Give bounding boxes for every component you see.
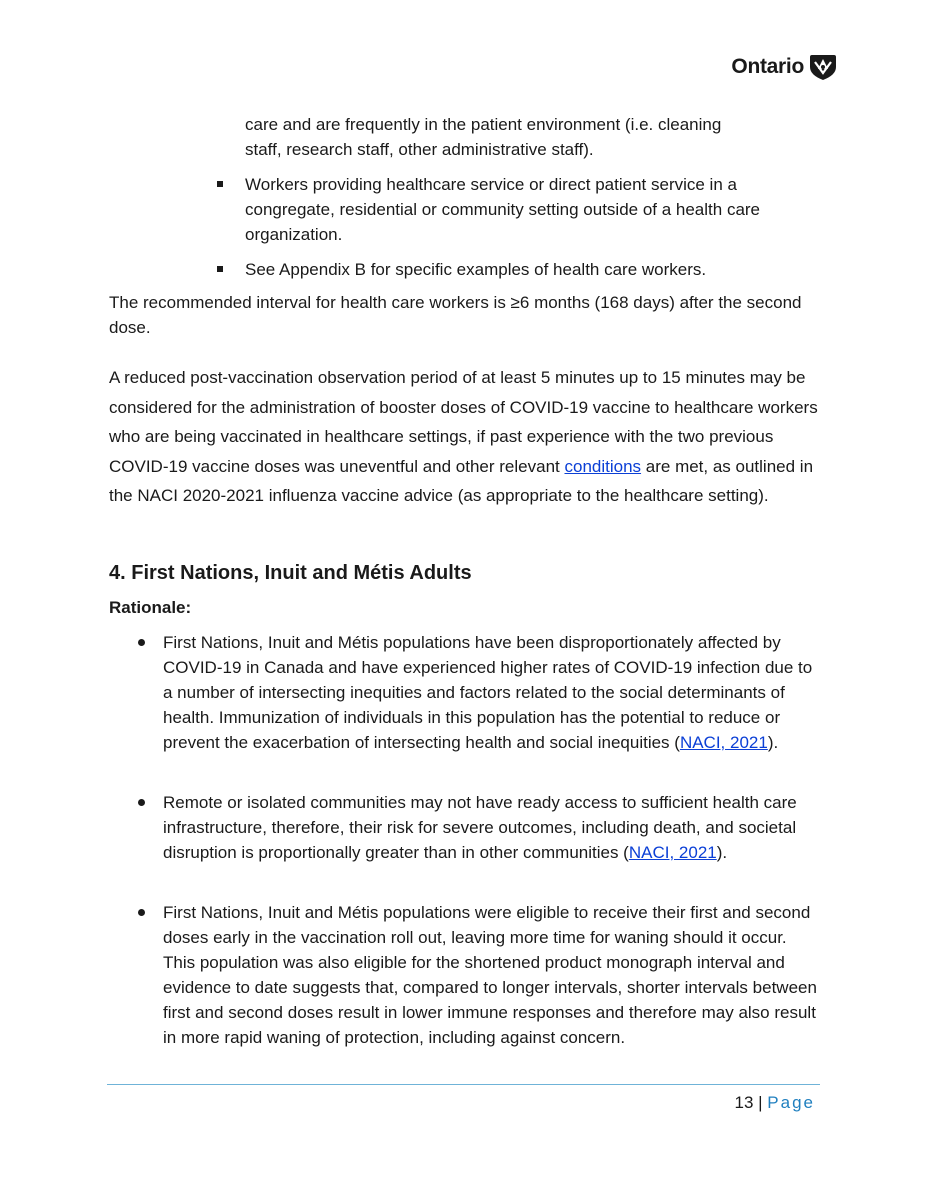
continued-line-2: staff, research staff, other administrative staff). xyxy=(245,140,594,159)
page-number xyxy=(734,1091,815,1115)
sub-bullet-item: Workers providing healthcare service or direct patient service in a congregate, residential or community setting outside of a health care organization. xyxy=(245,175,761,244)
page-separator: | xyxy=(758,1093,763,1112)
bullet-text: Remote or isolated communities may not have ready access to sufficient health care infrastructure, therefore, their risk for severe outcomes, including death, and societal disruption is proportionally greater than in other communities ( xyxy=(163,793,797,862)
bullet-dot xyxy=(138,639,145,646)
rationale-bullet xyxy=(163,630,821,755)
naci-link[interactable]: NACI, 2021 xyxy=(679,733,768,752)
logo-text: Ontario xyxy=(731,55,804,78)
bullet-dot xyxy=(138,799,145,806)
rationale-label: Rationale: xyxy=(109,598,192,617)
naci-link[interactable]: NACI, 2021 xyxy=(628,843,717,862)
continued-line-1: care and are frequently in the patient environment (i.e. cleaning xyxy=(245,115,722,134)
bullet-dot xyxy=(138,909,145,916)
observation-text: A reduced post-vaccination observation period of at least 5 minutes up to 15 minutes may be considered for the administration of booster doses of COVID-19 vaccine to healthcare workers who are being vaccinated in healthcare settings, if past experience with the two previous COVID-19 vaccine doses was uneventful and other relevant xyxy=(109,368,818,476)
observation-paragraph xyxy=(109,363,821,511)
section-heading: 4. First Nations, Inuit and Métis Adults xyxy=(109,562,472,584)
page-number-value: 13 xyxy=(734,1093,754,1112)
bullet-text-end: ). xyxy=(716,843,728,862)
conditions-link[interactable]: conditions xyxy=(564,456,642,476)
rationale-bullet xyxy=(163,790,821,865)
square-bullet xyxy=(217,181,223,187)
square-bullet xyxy=(217,266,223,272)
footer-divider xyxy=(107,1084,820,1085)
bullet-text: First Nations, Inuit and Métis populations have been disproportionately affected by COVID-19 in Canada and have experienced higher rates of COVID-19 infection due to a number of intersecting inequities and factors related to the social determinants of health. Immunization of individuals in this population has the potential to reduce or prevent the exacerbation of intersecting health and social inequities ( xyxy=(163,633,813,752)
sub-bullet-item: See Appendix B for specific examples of health care workers. xyxy=(245,260,707,279)
bullet-text: First Nations, Inuit and Métis populations were eligible to receive their first and second doses early in the vaccination roll out, leaving more time for waning should it occur. This population was also eligible for the shortened product monograph interval and evidence to date suggests that, compared to longer intervals, shorter intervals between first and second doses result in lower immune responses and therefore may also result in more rapid waning of protection, including against concern. xyxy=(163,903,817,1047)
page-label: Page xyxy=(767,1093,815,1112)
ontario-logo xyxy=(731,53,837,81)
ontario-trillium-icon xyxy=(809,53,837,81)
bullet-text-end: ). xyxy=(767,733,779,752)
rationale-bullet xyxy=(163,900,821,1050)
observation-text-end: are met, as outlined in the NACI 2020-2021 influenza vaccine advice (as appropriate to the healthcare setting). xyxy=(109,456,814,505)
interval-paragraph: The recommended interval for health care workers is ≥6 months (168 days) after the second dose. xyxy=(109,293,802,337)
